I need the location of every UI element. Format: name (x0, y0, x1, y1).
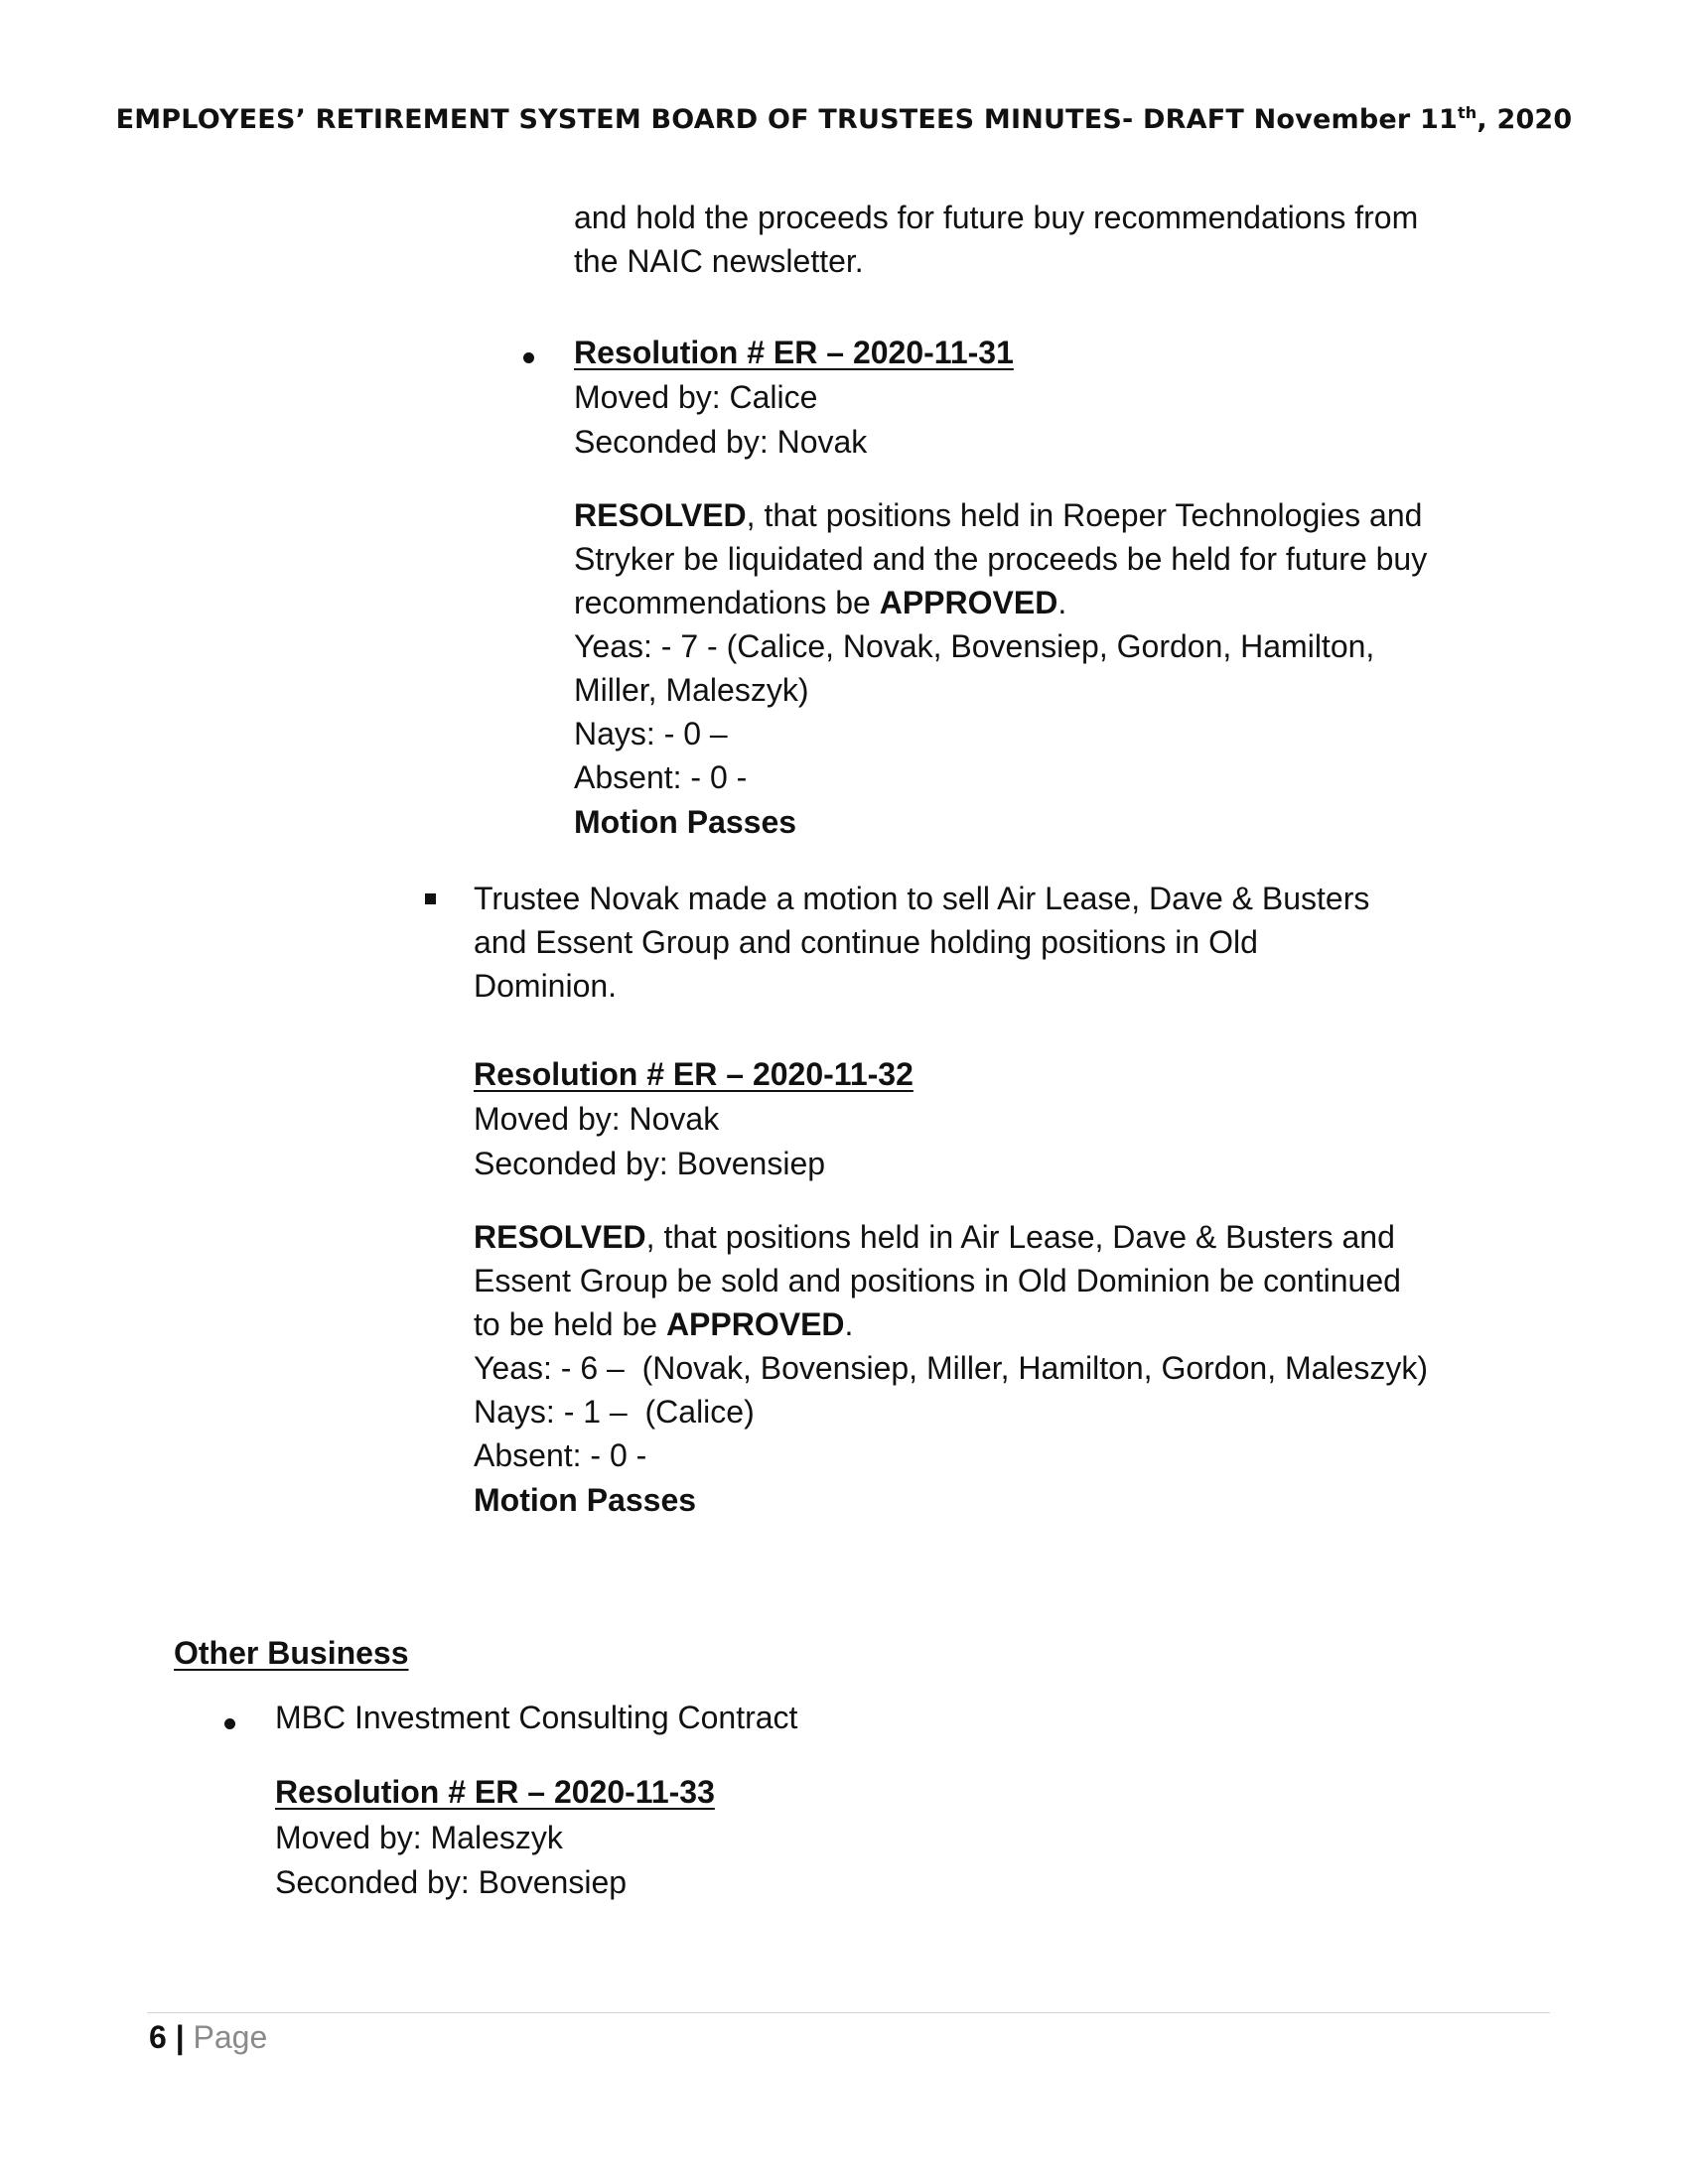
resolution-33-moved-by: Moved by: Maleszyk (275, 1820, 563, 1855)
resolution-32-text-line-2: Essent Group be sold and positions in Old Dominion be continued (474, 1263, 1401, 1298)
resolution-31-yeas-line-2: Miller, Maleszyk) (574, 672, 809, 708)
header-title-year: , 2020 (1477, 104, 1573, 135)
resolution-32-text-line-1 (474, 1215, 1395, 1259)
other-business-item: MBC Investment Consulting Contract (275, 1700, 798, 1735)
resolution-32-text-line-3 (474, 1302, 853, 1346)
resolved-keyword: RESOLVED (574, 497, 747, 533)
document-header (0, 104, 1688, 135)
resolution-32-result: Motion Passes (474, 1482, 697, 1518)
resolution-32-text-line-1-tail: , that positions held in Air Lease, Dave & Busters and (645, 1219, 1395, 1255)
footer-divider (147, 2012, 1550, 2013)
resolution-31-seconded-by: Seconded by: Novak (574, 424, 868, 460)
bullet-square-icon (425, 893, 436, 904)
resolution-32-absent: Absent: - 0 - (474, 1437, 647, 1473)
other-business-heading: Other Business (174, 1635, 409, 1671)
footer-separator: | (175, 2019, 185, 2055)
resolution-31-text-line-3 (574, 581, 1066, 624)
resolution-31-heading: Resolution # ER – 2020-11-31 (574, 335, 1014, 370)
header-title: EMPLOYEES’ RETIREMENT SYSTEM BOARD OF TRUSTEES MINUTES- DRAFT November 11 (115, 104, 1458, 135)
resolution-31-period: . (1057, 585, 1067, 620)
resolution-32-yeas: Yeas: - 6 – (Novak, Bovensiep, Miller, Hamilton, Gordon, Maleszyk) (474, 1350, 1428, 1386)
resolution-31-text-line-3-head: recommendations be (574, 585, 880, 620)
resolution-32-text-line-3-head: to be held be (474, 1306, 666, 1342)
approved-keyword: APPROVED (879, 585, 1058, 620)
continuation-line-1: and hold the proceeds for future buy recommendations from (574, 200, 1419, 235)
resolution-32-heading: Resolution # ER – 2020-11-32 (474, 1056, 914, 1092)
resolution-32-seconded-by: Seconded by: Bovensiep (474, 1146, 826, 1181)
resolution-32-moved-by: Moved by: Novak (474, 1101, 720, 1137)
resolution-31-yeas-line-1: Yeas: - 7 - (Calice, Novak, Bovensiep, Gordon, Hamilton, (574, 628, 1375, 664)
approved-keyword: APPROVED (665, 1306, 845, 1342)
bullet-dot-icon (224, 1718, 235, 1729)
resolution-32-period: . (844, 1306, 854, 1342)
resolution-31-moved-by: Moved by: Calice (574, 379, 818, 415)
resolution-31-absent: Absent: - 0 - (574, 759, 748, 795)
resolved-keyword: RESOLVED (474, 1219, 646, 1255)
header-title-superscript: th (1457, 103, 1477, 122)
resolution-31-text-line-1-tail: , that positions held in Roeper Technologies and (746, 497, 1423, 533)
motion-32-line-2: and Essent Group and continue holding positions in Old (474, 924, 1258, 960)
page-footer (149, 2015, 267, 2059)
page-number: 6 (149, 2019, 167, 2055)
motion-32-line-3: Dominion. (474, 968, 618, 1004)
resolution-33-seconded-by: Seconded by: Bovensiep (275, 1864, 628, 1900)
continuation-line-2: the NAIC newsletter. (574, 243, 864, 279)
resolution-31-text-line-2: Stryker be liquidated and the proceeds be held for future buy (574, 541, 1428, 577)
page-word: Page (193, 2019, 268, 2055)
resolution-31-text-line-1 (574, 493, 1422, 537)
motion-32-line-1: Trustee Novak made a motion to sell Air Lease, Dave & Busters (474, 881, 1370, 916)
resolution-33-heading: Resolution # ER – 2020-11-33 (275, 1774, 715, 1810)
bullet-dot-icon (523, 352, 534, 363)
resolution-32-nays: Nays: - 1 – (Calice) (474, 1394, 755, 1430)
resolution-31-nays: Nays: - 0 – (574, 716, 728, 751)
resolution-31-result: Motion Passes (574, 804, 797, 840)
